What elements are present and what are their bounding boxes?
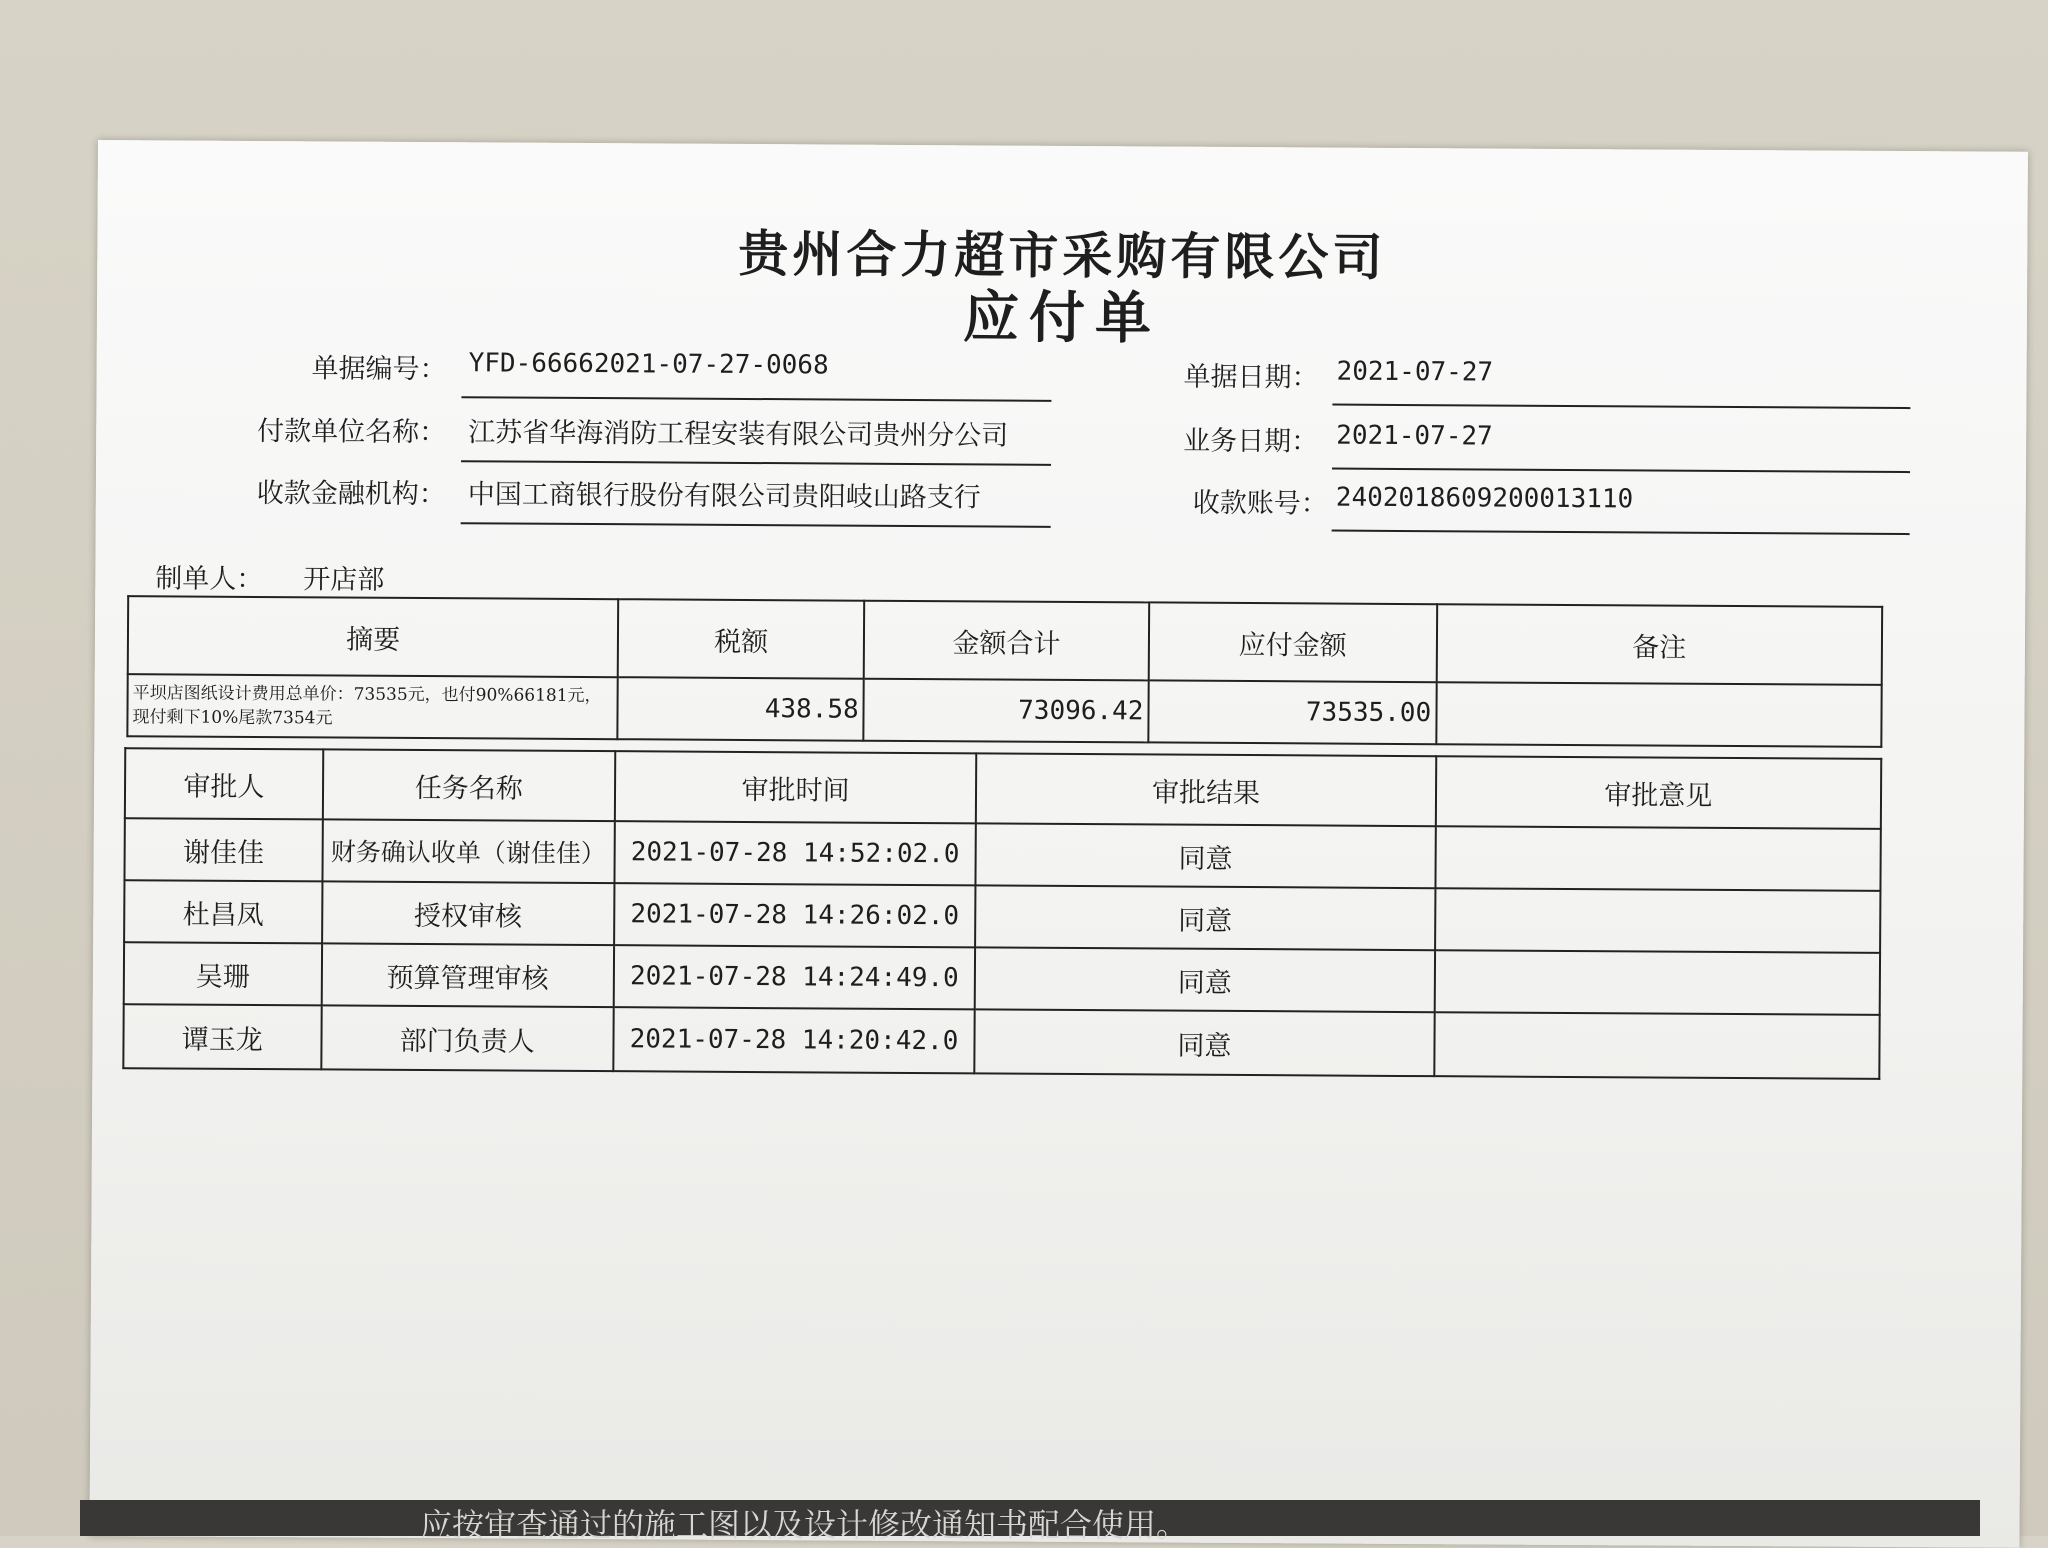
doc-no-value: YFD-66662021-07-27-0068: [468, 348, 829, 381]
under-page-text: 应按审查通过的施工图以及设计修改通知书配合使用。: [420, 1506, 1189, 1544]
approver-cell: 杜昌凤: [124, 880, 322, 943]
doc-date-value: 2021-07-27: [1336, 356, 1494, 388]
amount-table-header-row: [128, 596, 1882, 685]
time-cell: 2021-07-28 14:52:02.0: [614, 821, 976, 885]
opinion-cell: [1434, 950, 1880, 1015]
header-approver: 审批人: [125, 748, 323, 819]
result-cell: 同意: [976, 823, 1436, 888]
approver-cell: 谭玉龙: [123, 1004, 321, 1069]
bank-underline: [461, 522, 1051, 528]
header-time: 审批时间: [615, 751, 977, 823]
payer-value: 江苏省华海消防工程安装有限公司贵州分公司: [468, 417, 1009, 452]
header-summary: 摘要: [128, 596, 619, 677]
total-cell: 73096.42: [863, 679, 1148, 743]
bank-value: 中国工商银行股份有限公司贵阳岐山路支行: [467, 479, 981, 514]
result-cell: 同意: [975, 1009, 1435, 1076]
amount-row: [127, 674, 1881, 747]
account-underline: [1332, 530, 1910, 536]
approval-row: [124, 942, 1880, 1015]
payer-label: 付款单位名称：: [257, 415, 447, 449]
document-type-title: 应付单: [962, 285, 1162, 352]
header-opinion: 审批意见: [1435, 756, 1881, 829]
bank-label: 收款金融机构：: [256, 477, 446, 511]
approver-cell: 谢佳佳: [124, 818, 322, 881]
doc-no-label: 单据编号：: [311, 353, 447, 386]
header-total: 金额合计: [864, 601, 1149, 681]
approval-row: [124, 880, 1880, 953]
maker-label: 制单人：: [155, 563, 264, 596]
time-cell: 2021-07-28 14:26:02.0: [614, 883, 976, 947]
biz-date-underline: [1332, 468, 1910, 474]
company-name: 贵州合力超市采购有限公司: [738, 224, 1387, 287]
approval-row: [124, 818, 1880, 891]
approval-row: [123, 1004, 1879, 1079]
doc-no-underline: [461, 396, 1051, 402]
header-payable: 应付金额: [1149, 602, 1437, 682]
task-cell: 授权审核: [322, 881, 614, 945]
biz-date-value: 2021-07-27: [1336, 420, 1493, 452]
task-cell: 预算管理审核: [321, 943, 613, 1007]
approval-header-row: [125, 748, 1881, 829]
task-cell: 财务确认收单（谢佳佳）: [322, 819, 614, 883]
time-cell: 2021-07-28 14:24:49.0: [613, 945, 975, 1009]
amount-table: [126, 595, 1883, 748]
time-cell: 2021-07-28 14:20:42.0: [613, 1007, 975, 1073]
remark-cell: [1436, 682, 1882, 747]
approver-cell: 吴珊: [124, 942, 322, 1005]
header-result: 审批结果: [976, 753, 1436, 826]
header-tax: 税额: [618, 599, 864, 678]
header-task: 任务名称: [323, 749, 615, 821]
opinion-cell: [1434, 1012, 1880, 1079]
opinion-cell: [1435, 888, 1881, 953]
summary-cell: 平坝店图纸设计费用总单价：73535元，也付90%66181元，现付剩下10%尾款7354元: [127, 674, 618, 739]
doc-date-underline: [1332, 404, 1910, 410]
payer-underline: [461, 460, 1051, 466]
opinion-cell: [1435, 826, 1881, 891]
payable-document: [89, 140, 2027, 1548]
account-label: 收款账号：: [1192, 487, 1328, 520]
account-value: 2402018609200013110: [1335, 482, 1634, 515]
result-cell: 同意: [975, 885, 1435, 950]
biz-date-label: 业务日期：: [1183, 425, 1319, 458]
header-remark: 备注: [1436, 604, 1882, 685]
doc-date-label: 单据日期：: [1183, 361, 1319, 394]
maker-value: 开店部: [303, 564, 385, 596]
tax-cell: 438.58: [618, 677, 864, 741]
task-cell: 部门负责人: [321, 1005, 613, 1071]
approval-table: [122, 747, 1882, 1080]
payable-cell: 73535.00: [1148, 680, 1436, 744]
result-cell: 同意: [975, 947, 1435, 1012]
